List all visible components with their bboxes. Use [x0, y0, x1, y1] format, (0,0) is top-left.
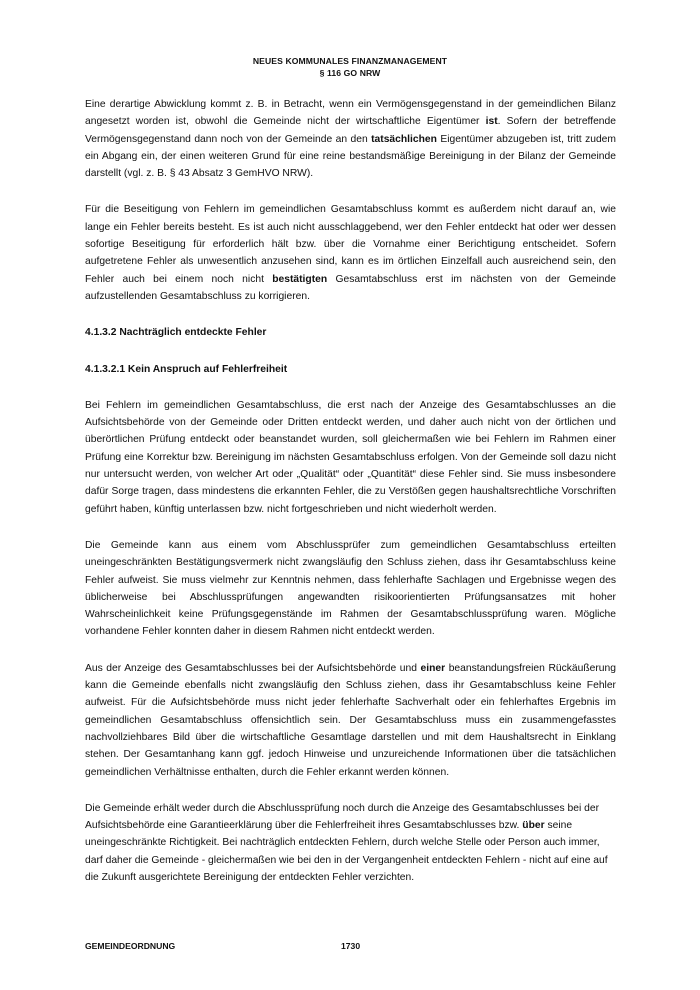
- page-number: 1730: [341, 941, 361, 951]
- page-footer: [85, 941, 616, 953]
- paragraph-4: Die Gemeinde kann aus einem vom Abschlussprüfer zum gemeindlichen Gesamtabschluss erteilten uneingeschränkten Bestätigungsvermerk nicht zwangsläufig den Schluss ziehen, dass ihr Gesamtabschluss keine Fehler aufweist. Sie muss vielmehr zur Kenntnis nehmen, dass fehlerhafte Sachlagen und Ergebnisse wegen des üblicherweise bei Abschlussprüfungen angewandten risikoorientierten Prüfungsansatzes mit hoher Wahrscheinlichkeit keine Prüfungsgegenstände im Rahmen der Gesamtabschlussprüfung waren. Mögliche vorhandene Fehler konnten daher in diesem Rahmen nicht entdeckt werden.: [85, 539, 616, 638]
- header-title: NEUES KOMMUNALES FINANZMANAGEMENT: [252, 56, 448, 66]
- paragraph-5: Aus der Anzeige des Gesamtabschlusses bei der Aufsichtsbehörde und einer beanstandungsfreien Rückäußerung kann die Gemeinde ebenfalls nicht zwangsläufig den Schluss ziehen, dass ihr Gesamtabschluss keine Fehler aufweist. Für die Aufsichtsbehörde muss nicht jeder fehlerhafte Sachverhalt oder ein fehlerhaftes Ergebnis im gemeindlichen Gesamtabschluss offensichtlich sein. Der Gesamtabschluss muss ein zusammengefasstes nachvollziehbares Bild über die wirtschaftliche Gesamtlage darstellen und mit dem Haushaltsrecht in Einklang stehen. Der Gesamtanhang kann ggf. jedoch Hinweise und unzureichende Informationen über die tatsächlichen gemeindlichen Verhältnisse enthalten, durch die Fehler erkannt werden können.: [85, 662, 616, 778]
- paragraph-1: Eine derartige Abwicklung kommt z. B. in Betracht, wenn ein Vermögensgegenstand in der gemeindlichen Bilanz angesetzt worden ist, obwohl die Gemeinde nicht der wirtschaftliche Eigentümer ist. Sofern der betreffende Vermögensgegenstand dann noch von der Gemeinde an den tatsächlichen Eigentümer abzugeben ist, tritt zudem ein Abgang ein, der einen weiteren Grund für eine reine bestandsmäßige Bereinigung in der Bilanz der Gemeinde darstellt (vgl. z. B. § 43 Absatz 3 GemHVO NRW).: [85, 99, 616, 180]
- paragraph-6: Die Gemeinde erhält weder durch die Abschlussprüfung noch durch die Anzeige des Gesamtabschlusses bei der Aufsichtsbehörde eine Garantieerklärung über die Fehlerfreiheit ihres Gesamtabschlusses bzw. über seine uneingeschränkte Richtigkeit. Bei nachträglich entdeckten Fehlern, durch welche Stelle oder Person auch immer, darf daher die Gemeinde - gleichermaßen wie bei den in der Vergangenheit entdeckten Fehlern - nicht auf eine auf die Zukunft ausgerichtete Bereinigung der entdeckten Fehler verzichten.: [85, 802, 608, 883]
- paragraph-3: Bei Fehlern im gemeindlichen Gesamtabschluss, die erst nach der Anzeige des Gesamtabschlusses an die Aufsichtsbehörde von der Gemeinde oder Dritten entdeckt werden, und daher auch nicht von der örtlichen und überörtlichen Prüfung entdeckt oder beanstandet wurden, soll gleichermaßen wie bei Fehlern im Rahmen einer Prüfung eine Korrektur bzw. Bereinigung im nächsten Gesamtabschluss erfolgen. Von der Gemeinde soll dazu nicht nur untersucht werden, von welcher Art oder „Qualität“ oder „Quantität“ diese Fehler sind. Sie muss insbesondere dafür Sorge tragen, dass mindestens die erkannten Fehler, die zu Verstößen gegen haushaltsrechtliche Vorschriften geführt haben, künftig unterlassen bzw. nicht fortgeschrieben und nicht wiederholt werden.: [85, 399, 616, 515]
- header-section: § 116 GO NRW: [319, 67, 381, 78]
- footer-section-label: GEMEINDEORDNUNG: [85, 941, 176, 951]
- page-header: [0, 56, 700, 79]
- section-heading-4-1-3-2: 4.1.3.2 Nachträglich entdeckte Fehler: [85, 327, 267, 339]
- section-heading-4-1-3-2-1: 4.1.3.2.1 Kein Anspruch auf Fehlerfreiheit: [85, 363, 288, 375]
- paragraph-2: Für die Beseitigung von Fehlern im gemeindlichen Gesamtabschluss kommt es außerdem nicht darauf an, wie lange ein Fehler bereits besteht. Es ist auch nicht ausschlaggebend, wer den Fehler entdeckt hat oder wer dessen sofortige Beseitigung für erforderlich hält bzw. über die Vornahme einer Berichtigung entscheidet. Sofern aufgetretene Fehler als unwesentlich anzusehen sind, kann es im örtlichen Einzelfall auch ausreichend sein, den Fehler auch bei einem noch nicht bestätigten Gesamtabschluss erst im nächsten von der Gemeinde aufzustellenden Gesamtabschluss zu korrigieren.: [85, 204, 616, 302]
- document-body: [85, 96, 616, 905]
